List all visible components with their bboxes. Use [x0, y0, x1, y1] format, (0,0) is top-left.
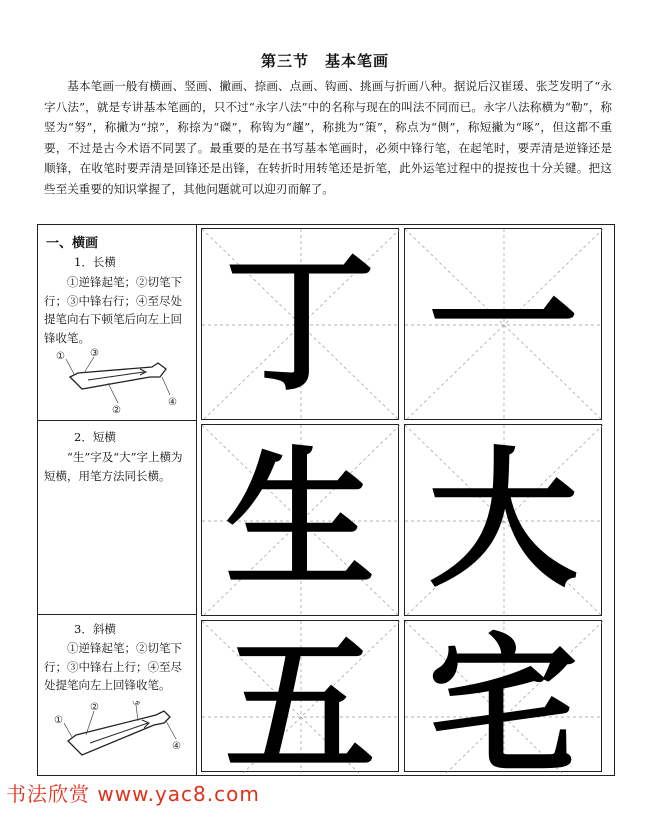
character: 丁 [224, 236, 375, 412]
instruction-cell-slant [38, 615, 196, 775]
character: 一 [427, 236, 578, 412]
marker-4: ④ [168, 397, 177, 408]
page-title: 第三节 基本笔画 [260, 52, 389, 70]
long-stroke-diagram [52, 347, 192, 417]
instruction-cell-long [38, 225, 196, 421]
section-heading: 一、横画 [46, 236, 99, 251]
stroke-name-slant: 3．斜横 [74, 622, 116, 636]
marker-2: ② [112, 405, 121, 416]
grid-cell [201, 228, 399, 420]
marker-1: ① [56, 351, 65, 362]
character: 生 [224, 432, 375, 608]
instruction-column [38, 225, 197, 775]
practice-frame [37, 224, 615, 794]
intro-paragraph: 基本笔画一般有横画、竖画、撇画、捺画、点画、钩画、挑画与折画八种。据说后汉崔瑗、张芝发明了“永字八法”，就是专讲基本笔画的，只不过“永字八法”中的名称与现在的叫法不同而已。永字八法称横为“勒”，称竖为“努”，称撇为“掠”，称捺为“磔”，称钩为“趯”，称挑为“策”，称点为“侧”，称短撇为“啄”，但这都不重要，不过是古今术语不同罢了。最重要的是在书写基本笔画时，必须中锋行笔，在起笔时，要弄清是逆锋还是顺锋，在收笔时要弄清是回锋还是出锋，在转折时用转笔还是折笔，此外运笔过程中的提按也十分关键。把这些至关重要的知识掌握了，其他问题就可以迎刃而解了。 [44, 79, 612, 196]
grid-cell [201, 618, 399, 794]
character: 大 [427, 432, 578, 608]
slant-stroke-diagram [52, 701, 192, 771]
stroke-desc-short: “生”字及“大”字上横为短横，用笔方法同长横。 [44, 450, 183, 483]
grid-cell [404, 228, 602, 420]
calligraphy-grid [201, 228, 611, 794]
marker-1: ① [54, 715, 63, 726]
character: 五 [224, 618, 375, 794]
marker-4: ④ [172, 741, 181, 752]
marker-3: ③ [132, 701, 141, 708]
stroke-name-long: 1．长横 [74, 255, 116, 269]
marker-2: ② [90, 702, 99, 713]
stroke-desc-long: ①逆锋起笔；②切笔下行；③中锋右行；④至尽处提笔向右下顿笔后向左上回锋收笔。 [44, 275, 182, 345]
grid-cell [404, 618, 602, 794]
stroke-name-short: 2．短横 [74, 430, 116, 444]
stroke-desc-slant: ①逆锋起笔；②切笔下行；③中锋右上行；④至尽处提笔向左上回锋收笔。 [44, 641, 182, 692]
character: 宅 [427, 618, 578, 794]
grid-cell [404, 424, 602, 616]
grid-cell [201, 424, 399, 616]
marker-3: ③ [90, 348, 99, 359]
instruction-cell-short [38, 421, 196, 615]
site-watermark: 书法欣赏 www.yac8.com [6, 782, 260, 806]
